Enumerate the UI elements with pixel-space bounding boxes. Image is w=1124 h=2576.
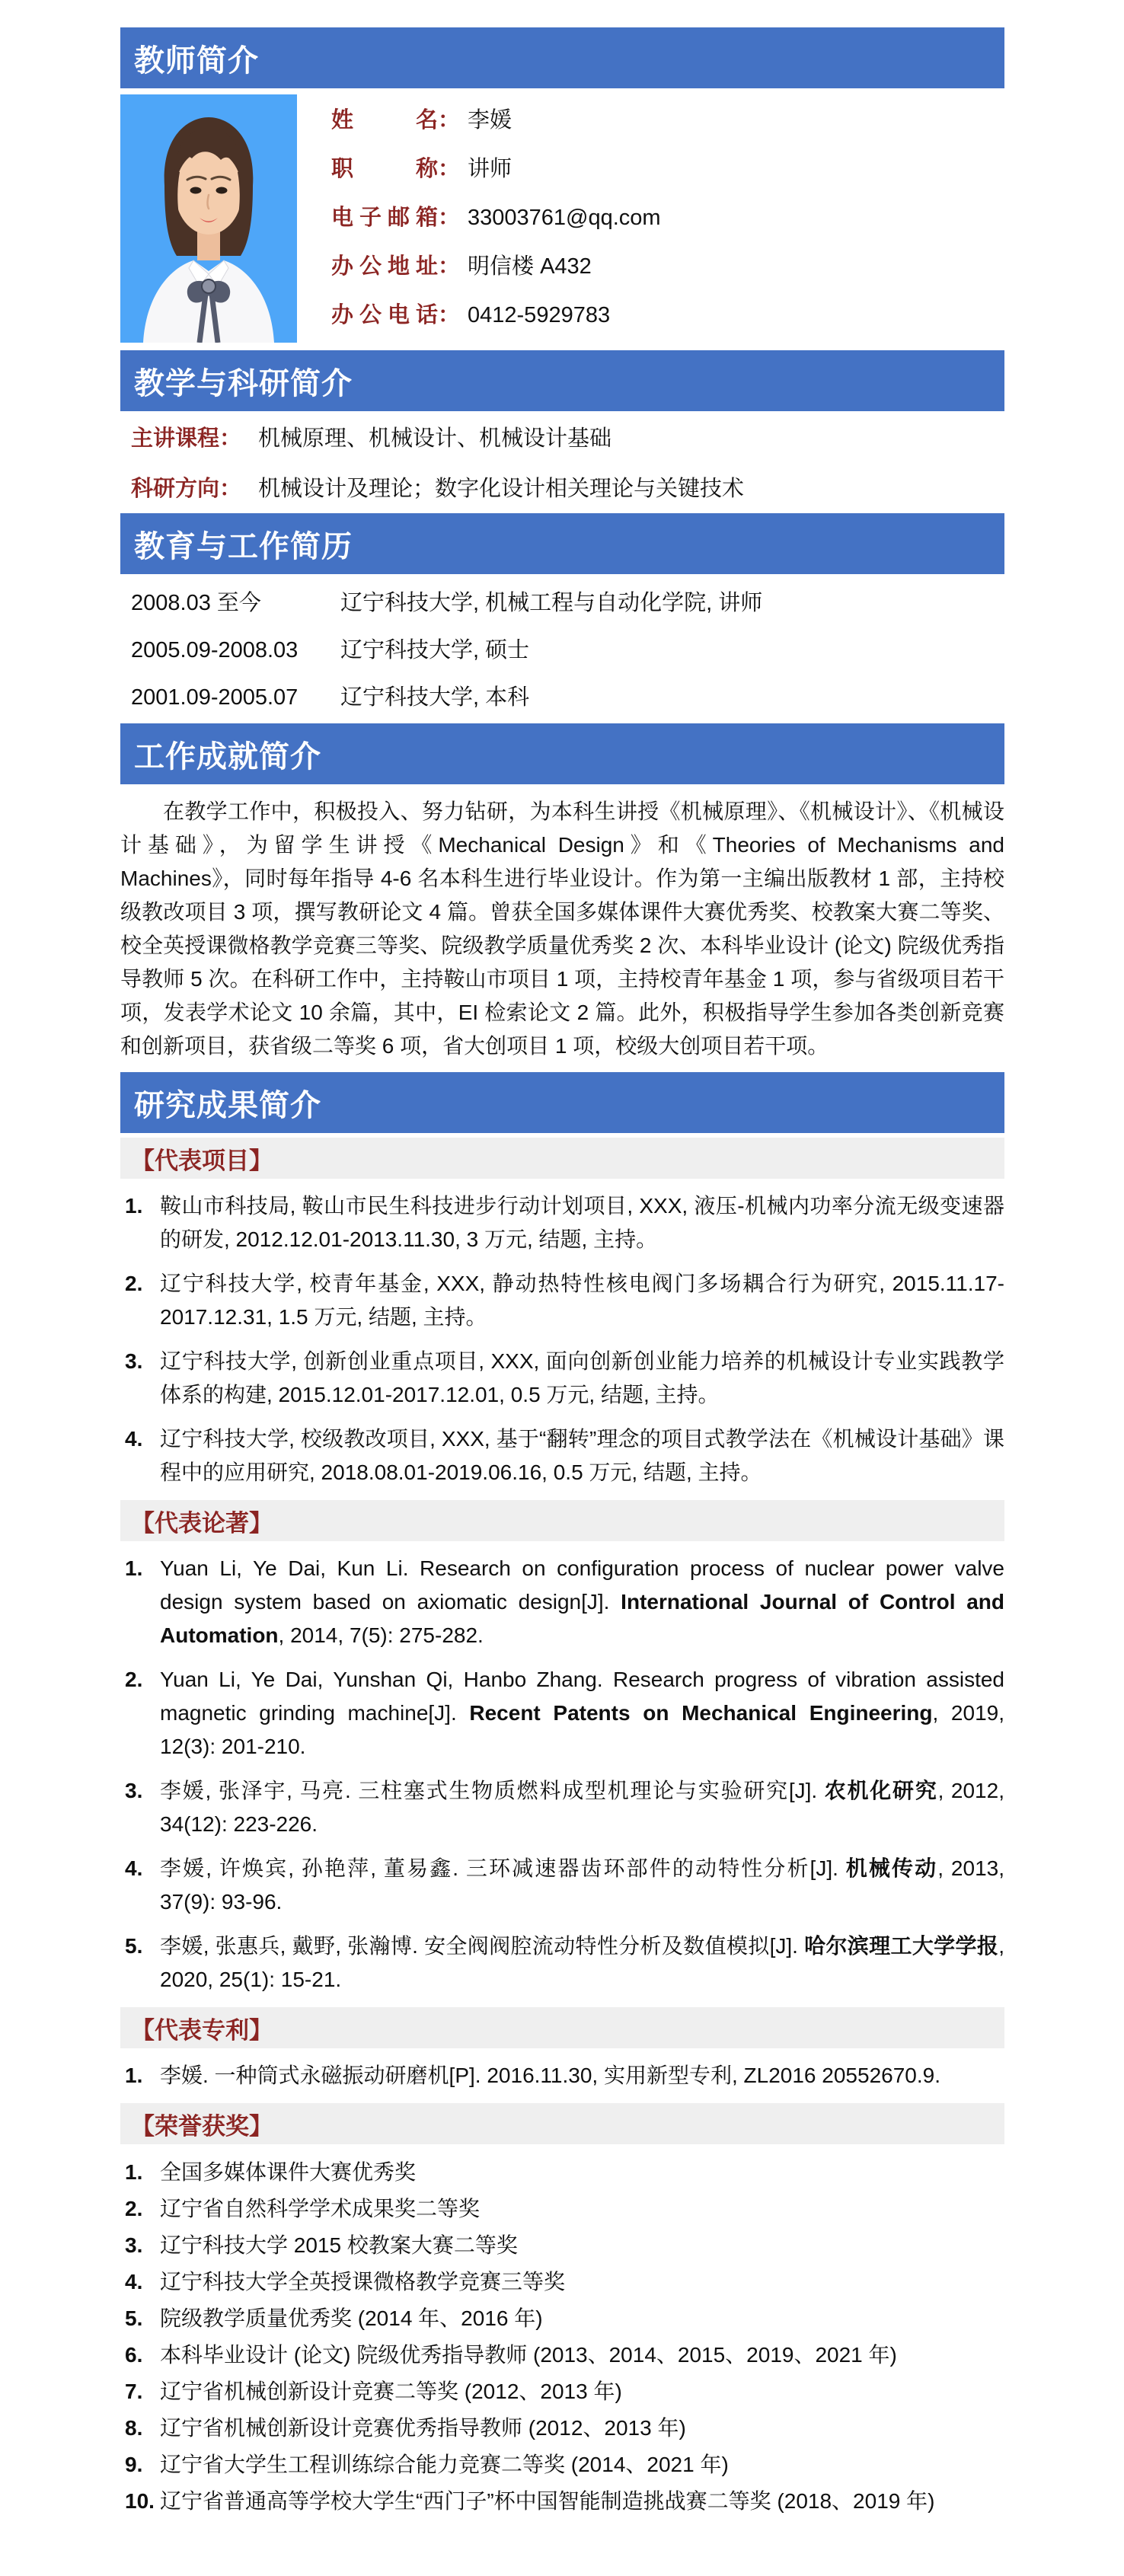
field-row-office-phone — [331, 302, 661, 330]
item-number: 4. — [125, 1427, 143, 1451]
project-text: 辽宁科技大学, 校级教改项目, XXX, 基于“翻转”理念的项目式教学法在《机械设计基础》课程中的应用研究, 2018.08.01-2019.06.16, 0.5 万元, 结题, 主持。 — [160, 1427, 1004, 1484]
project-text: 辽宁科技大学, 创新创业重点项目, XXX, 面向创新创业能力培养的机械设计专业实践教学体系的构建, 2015.12.01-2017.12.01, 0.5 万元, 结题, 主持。 — [160, 1349, 1004, 1406]
field-row-name — [331, 107, 661, 135]
research-direction-value: 机械设计及理论；数字化设计相关理论与关键技术 — [258, 477, 745, 501]
publication-item — [125, 1552, 1004, 1652]
publication-item — [125, 1774, 1004, 1841]
project-text: 鞍山市科技局, 鞍山市民生科技进步行动计划项目, XXX, 液压-机械内功率分流无级变速器的研发, 2012.12.01-2013.11.30, 3 万元, 结题, 主持。 — [160, 1194, 1004, 1251]
projects-list — [120, 1179, 1004, 1495]
education-detail: 辽宁科技大学, 硕士 — [340, 638, 530, 662]
field-value-office-phone: 0412-5929783 — [468, 303, 611, 327]
education-row — [131, 635, 1004, 666]
award-text: 辽宁科技大学全英授课微格教学竞赛三等奖 — [160, 2270, 566, 2294]
subsection-title: 【荣誉获奖】 — [131, 2112, 273, 2140]
subsection-header-patents — [120, 2007, 1004, 2048]
publications-list — [120, 1541, 1004, 2003]
project-item — [125, 1422, 1004, 1489]
award-item — [125, 2484, 1004, 2519]
item-number: 1. — [125, 1194, 143, 1218]
publication-citation: 李媛, 张惠兵, 戴野, 张瀚博. 安全阀阀腔流动特性分析及数值模拟[J]. — [160, 1934, 805, 1958]
item-number: 7. — [125, 2380, 143, 2403]
patent-text: 李媛. 一种筒式永磁振动研磨机[P]. 2016.11.30, 实用新型专利, ZL2016 20552670.9. — [160, 2064, 940, 2087]
teaching-research-block — [120, 411, 1004, 513]
research-direction-row — [131, 474, 1004, 504]
subsection-header-publications — [120, 1500, 1004, 1541]
publication-text — [160, 1852, 1004, 1919]
publication-text — [160, 1774, 1004, 1841]
field-colon: ： — [438, 108, 461, 132]
award-text: 本科毕业设计 (论文) 院级优秀指导教师 (2013、2014、2015、2019、2021 年) — [160, 2343, 897, 2367]
award-item — [125, 2301, 1004, 2336]
award-item — [125, 2228, 1004, 2263]
item-number: 1. — [125, 2160, 143, 2184]
publication-citation: Yuan Li, Ye Dai, Kun Li. Research on configuration process of nuclear power valve design system based on axiomatic design[J]. — [160, 1556, 1004, 1614]
item-number: 5. — [125, 1934, 143, 1958]
award-text: 辽宁科技大学 2015 校教案大赛二等奖 — [160, 2233, 518, 2257]
item-number: 4. — [125, 2270, 143, 2294]
award-item — [125, 2374, 1004, 2409]
publication-item — [125, 1852, 1004, 1919]
project-item — [125, 1189, 1004, 1256]
publication-issue: , 2020, 25(1): 15-21. — [160, 1934, 1004, 1991]
education-period: 2008.03 至今 — [131, 591, 261, 615]
item-number: 4. — [125, 1856, 143, 1880]
education-row — [131, 682, 1004, 713]
item-number: 3. — [125, 2233, 143, 2257]
award-item — [125, 2338, 1004, 2373]
field-value-name: 李媛 — [468, 108, 513, 132]
subsection-title: 【代表项目】 — [131, 1147, 273, 1174]
section-banner-research-results — [120, 1072, 1004, 1133]
item-number: 3. — [125, 1779, 143, 1802]
section-title: 教师简介 — [134, 43, 259, 78]
field-row-office-address — [331, 253, 661, 281]
awards-list — [120, 2144, 1004, 2527]
field-row-title — [331, 155, 661, 184]
item-number: 2. — [125, 2197, 143, 2220]
project-text: 辽宁科技大学, 校青年基金, XXX, 静动热特性核电阀门多场耦合行为研究, 2015.11.17-2017.12.31, 1.5 万元, 结题, 主持。 — [160, 1272, 1004, 1329]
publication-issue: , 2019, 12(3): 201-210. — [160, 1701, 1004, 1758]
publication-issue: , 2012, 34(12): 223-226. — [160, 1779, 1004, 1836]
journal-name: 哈尔滨理工大学学报 — [804, 1934, 999, 1958]
item-number: 1. — [125, 1556, 143, 1580]
field-label: 职称 — [331, 157, 438, 181]
award-text: 辽宁省机械创新设计竞赛二等奖 (2012、2013 年) — [160, 2380, 622, 2403]
field-value-title: 讲师 — [468, 157, 513, 181]
journal-name: 机械传动 — [845, 1856, 938, 1880]
project-item — [125, 1267, 1004, 1334]
section-title: 教学与科研简介 — [134, 366, 353, 401]
section-banner-teaching-research — [120, 350, 1004, 411]
education-detail: 辽宁科技大学, 机械工程与自动化学院, 讲师 — [340, 591, 763, 615]
publication-citation: 李媛, 许焕宾, 孙艳萍, 董易鑫. 三环减速器齿环部件的动特性分析[J]. — [160, 1856, 846, 1880]
item-number: 5. — [125, 2306, 143, 2330]
courses-value: 机械原理、机械设计、机械设计基础 — [258, 426, 612, 451]
field-colon: ： — [438, 206, 461, 230]
section-banner-education-work — [120, 513, 1004, 574]
field-label: 办公电话 — [331, 303, 438, 327]
education-period: 2005.09-2008.03 — [131, 638, 299, 662]
publication-citation: 李媛, 张泽宇, 马亮. 三柱塞式生物质燃料成型机理论与实验研究[J]. — [160, 1779, 825, 1802]
publication-text — [160, 1663, 1004, 1764]
publication-issue: , 2013, 37(9): 93-96. — [160, 1856, 1004, 1914]
field-colon: ： — [438, 157, 461, 181]
education-row — [131, 588, 1004, 618]
section-title: 教育与工作简历 — [134, 529, 353, 563]
field-label: 姓名 — [331, 108, 438, 132]
teacher-profile-page — [120, 0, 1004, 2527]
award-item — [125, 2155, 1004, 2190]
publication-text — [160, 1930, 1004, 1997]
field-label: 办公地址 — [331, 254, 438, 279]
award-text: 辽宁省大学生工程训练综合能力竞赛二等奖 (2014、2021 年) — [160, 2453, 729, 2476]
education-detail: 辽宁科技大学, 本科 — [340, 685, 530, 710]
award-item — [125, 2265, 1004, 2300]
item-number: 1. — [125, 2064, 143, 2087]
item-number: 6. — [125, 2343, 143, 2367]
journal-name: Recent Patents on Mechanical Engineering — [469, 1701, 933, 1725]
item-number: 8. — [125, 2416, 143, 2440]
award-text: 院级教学质量优秀奖 (2014 年、2016 年) — [160, 2306, 543, 2330]
subsection-header-awards — [120, 2103, 1004, 2144]
award-item — [125, 2411, 1004, 2446]
publication-item — [125, 1930, 1004, 1997]
subsection-header-projects — [120, 1138, 1004, 1179]
item-number: 3. — [125, 1349, 143, 1373]
portrait-illustration — [120, 94, 297, 343]
profile-fields — [331, 94, 661, 350]
journal-name: International Journal of Control and Automation — [160, 1590, 1005, 1647]
courses-row — [131, 423, 1004, 454]
publication-issue: , 2014, 7(5): 275-282. — [278, 1623, 484, 1647]
profile-section — [120, 94, 1004, 350]
section-title: 工作成就简介 — [134, 739, 321, 774]
teacher-photo — [120, 94, 297, 343]
award-item — [125, 2447, 1004, 2482]
patent-item — [125, 2059, 1004, 2092]
publication-item — [125, 1663, 1004, 1764]
item-number: 2. — [125, 1668, 143, 1691]
field-colon: ： — [438, 254, 461, 279]
subsection-title: 【代表专利】 — [131, 2016, 273, 2044]
award-text: 辽宁省普通高等学校大学生“西门子”杯中国智能制造挑战赛二等奖 (2018、2019 年) — [160, 2489, 935, 2513]
achievements-paragraph: 在教学工作中，积极投入、努力钻研，为本科生讲授《机械原理》、《机械设计》、《机械设计基础》，为留学生讲授《Mechanical Design》和《Theories of Mechanisms and Machines》，同时每年指导 4-6 名本科生进行毕业设计。作为第一主编出版教材 1 部，主持校级教改项目 3 项，撰写教研论文 4 篇。曾获全国多媒体课件大赛优秀奖、校教案大赛二等奖、校全英授课微格教学竞赛三等奖、院级教学质量优秀奖 2 次、本科毕业设计 (论文) 院级优秀指导教师 5 次。在科研工作中，主持鞍山市项目 1 项，主持校青年基金 1 项，参与省级项目若干项，发表学术论文 10 余篇，其中，EI 检索论文 2 篇。此外，积极指导学生参加各类创新竞赛和创新项目，获省级二等奖 6 项，省大创项目 1 项，校级大创项目若干项。 — [120, 800, 1004, 1058]
subsection-title: 【代表论著】 — [131, 1509, 273, 1537]
award-item — [125, 2191, 1004, 2226]
publication-text — [160, 1552, 1004, 1652]
item-number: 9. — [125, 2453, 143, 2476]
publication-citation: Yuan Li, Ye Dai, Yunshan Qi, Hanbo Zhang. Research progress of vibration assisted magnetic grinding machine[J]. — [160, 1668, 1004, 1725]
section-banner-teacher-intro — [120, 27, 1004, 88]
section-banner-work-achievements — [120, 723, 1004, 784]
field-label: 电子邮箱 — [331, 206, 438, 230]
field-value-office-address: 明信楼 A432 — [468, 254, 592, 279]
award-text: 辽宁省自然科学学术成果奖二等奖 — [160, 2197, 481, 2220]
field-value-email: 33003761@qq.com — [468, 206, 661, 230]
field-colon: ： — [438, 303, 461, 327]
item-number: 10. — [125, 2489, 155, 2513]
section-title: 研究成果简介 — [134, 1088, 321, 1122]
education-period: 2001.09-2005.07 — [131, 685, 299, 710]
research-direction-label: 科研方向： — [131, 477, 242, 501]
award-text: 全国多媒体课件大赛优秀奖 — [160, 2160, 417, 2184]
field-row-email — [331, 204, 661, 232]
journal-name: 农机化研究 — [824, 1779, 938, 1802]
award-text: 辽宁省机械创新设计竞赛优秀指导教师 (2012、2013 年) — [160, 2416, 686, 2440]
item-number: 2. — [125, 1272, 143, 1295]
courses-label: 主讲课程： — [131, 426, 242, 451]
patents-list — [120, 2048, 1004, 2099]
project-item — [125, 1345, 1004, 1412]
education-history-list — [120, 574, 1004, 723]
